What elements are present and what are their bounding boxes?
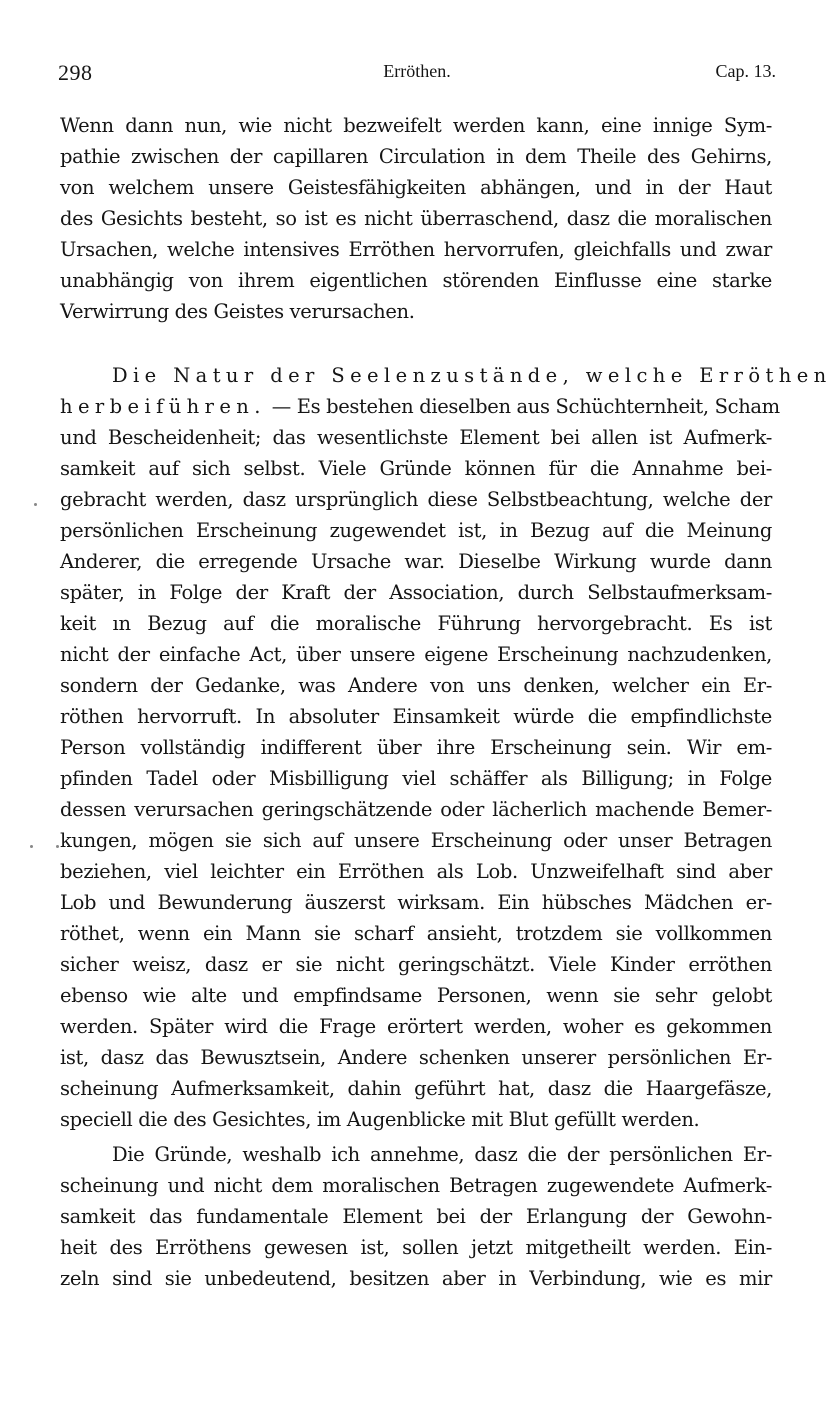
text-line: beziehen, viel leichter ein Erröthen als Lob. Unzweifelhaft sind aber [60, 860, 772, 883]
text-line: Die Gründe, weshalb ich annehme, dasz die der persönlichen Er- [112, 1143, 772, 1166]
text-line: röthen hervorruft. In absoluter Einsamkeit würde die empfindlichste [60, 705, 772, 728]
chapter-reference: Cap. 13. [715, 61, 776, 81]
text-line: und Bescheidenheit; das wesentlichste Element bei allen ist Aufmerk- [60, 426, 772, 449]
section-heading-continuation: herbeiführen. [60, 395, 266, 418]
text-line: Wenn dann nun, wie nicht bezweifelt werden kann, eine innige Sym- [60, 114, 772, 137]
text-line: keit ın Bezug auf die moralische Führung hervorgebracht. Es ist [60, 612, 772, 635]
text-line: Person vollständig indifferent über ihre Erscheinung sein. Wir em- [60, 736, 772, 759]
text-line: dessen verursachen geringschätzende oder lächerlich machende Bemer- [60, 798, 772, 821]
text-line: Lob und Bewunderung äuszerst wirksam. Ein hübsches Mädchen er- [60, 891, 772, 914]
text-line: sicher weisz, dasz er sie nicht geringschätzt. Viele Kinder erröthen [60, 953, 772, 976]
text-line: speciell die des Gesichtes, im Augenblicke mit Blut gefüllt werden. [60, 1108, 700, 1131]
text-line: gebracht werden, dasz ursprünglich diese Selbstbeachtung, welche der [60, 488, 772, 511]
text-line: ist, dasz das Bewusztsein, Andere schenken unserer persönlichen Er- [60, 1046, 772, 1069]
paragraph [60, 360, 832, 1135]
text-line: kungen, mögen sie sich auf unsere Erscheinung oder unser Betragen [60, 829, 772, 852]
text-line: des Gesichts besteht, so ist es nicht überraschend, dasz die moralischen [60, 207, 772, 230]
text-line: werden. Später wird die Frage erörtert werden, woher es gekommen [60, 1015, 772, 1038]
text-line: scheinung und nicht dem moralischen Betragen zugewendete Aufmerk- [60, 1174, 772, 1197]
page-header [58, 60, 776, 90]
running-title: Erröthen. [383, 61, 451, 81]
margin-speck [30, 845, 33, 848]
text-line: später, in Folge der Kraft der Association, durch Selbstaufmerksam- [60, 581, 772, 604]
text-line: unabhängig von ihrem eigentlichen störenden Einflusse eine starke [60, 269, 772, 292]
text-line: Ursachen, welche intensives Erröthen hervorrufen, gleichfalls und zwar [60, 238, 772, 261]
text-line: Verwirrung des Geistes verursachen. [60, 300, 415, 323]
text-line: von welchem unsere Geistesfähigkeiten abhängen, und in der Haut [60, 176, 772, 199]
text-line: pathie zwischen der capillaren Circulation in dem Theile des Gehirns, [60, 145, 772, 168]
text-line: röthet, wenn ein Mann sie scharf ansieht, trotzdem sie vollkommen [60, 922, 772, 945]
text-line: samkeit das fundamentale Element bei der Erlangung der Gewohn- [60, 1205, 772, 1228]
text-segment: — Es bestehen dieselben aus Schüchternheit, Scham [265, 395, 780, 418]
margin-speck [56, 845, 59, 848]
text-line: ebenso wie alte und empfindsame Personen, wenn sie sehr gelobt [60, 984, 772, 1007]
paragraph [60, 1139, 772, 1294]
text-line: persönlichen Erscheinung zugewendet ist, in Bezug auf die Meinung [60, 519, 772, 542]
text-line: pfinden Tadel oder Misbilligung viel schäffer als Billigung; in Folge [60, 767, 772, 790]
page-number: 298 [58, 60, 93, 85]
margin-speck [34, 503, 37, 506]
text-line: samkeit auf sich selbst. Viele Gründe können für die Annahme bei- [60, 457, 772, 480]
section-heading: Die Natur der Seelenzustände, welche Erröthen [112, 364, 832, 387]
text-line: heit des Erröthens gewesen ist, sollen jetzt mitgetheilt werden. Ein- [60, 1236, 772, 1259]
text-line: nicht der einfache Act, über unsere eigene Erscheinung nachzudenken, [60, 643, 772, 666]
text-line [60, 391, 780, 422]
text-line: zeln sind sie unbedeutend, besitzen aber in Verbindung, wie es mir [60, 1267, 772, 1290]
text-line: scheinung Aufmerksamkeit, dahin geführt hat, dasz die Haargefäsze, [60, 1077, 772, 1100]
paragraph [60, 110, 772, 327]
text-line: Anderer, die erregende Ursache war. Dieselbe Wirkung wurde dann [60, 550, 772, 573]
text-line: sondern der Gedanke, was Andere von uns denken, welcher ein Er- [60, 674, 772, 697]
